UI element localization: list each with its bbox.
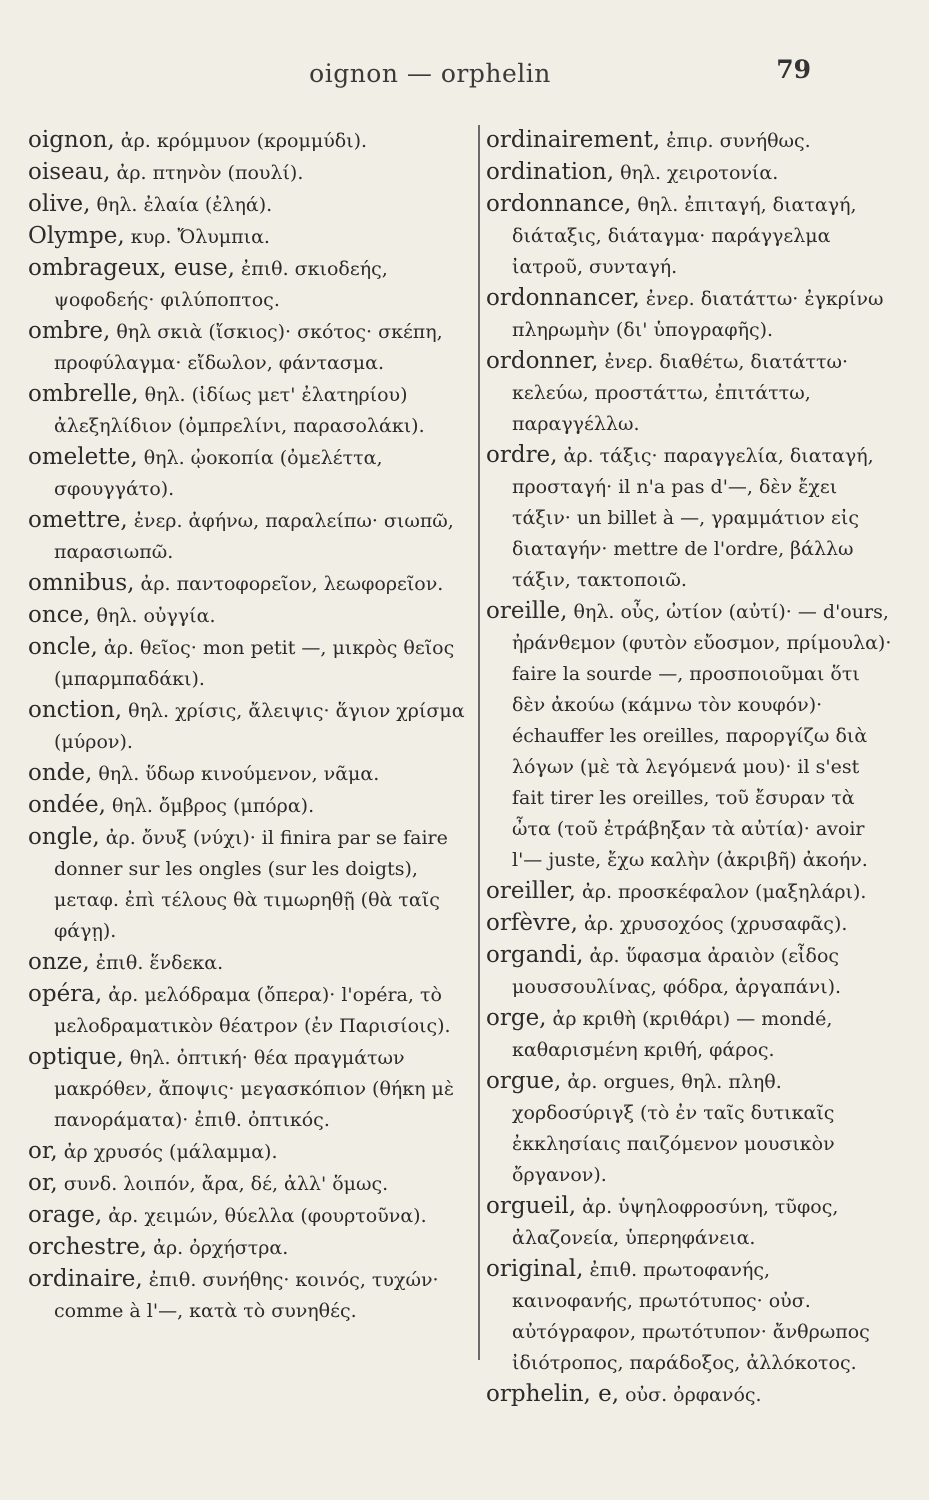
entry-definition: ἀρ. ὀρχήστρα. <box>153 1237 289 1259</box>
entry-headword: omnibus, <box>28 570 135 596</box>
entry-headword: orgueil, <box>486 1193 577 1219</box>
dictionary-entry <box>28 1042 468 1136</box>
entry-definition: ἀρ. ὑψηλοφροσύνη, τῦφος, ἀλαζονεία, ὑπερηφάνεια. <box>512 1196 839 1249</box>
entry-definition: θηλ. ᾠοκοπία (ὀμελέττα, σφουγγάτο). <box>54 447 383 500</box>
entry-headword: ordonner, <box>486 348 599 374</box>
entry-definition: ἀρ. κρόμμυον (κρομμύδι). <box>120 130 368 152</box>
entry-definition: ἀρ κριθὴ (κριθάρι) — mondé, καθαρισμένη κριθή, φάρος. <box>512 1008 833 1061</box>
entry-headword: onde, <box>28 760 93 786</box>
dictionary-entry <box>28 157 468 189</box>
dictionary-entry <box>28 221 468 253</box>
entry-headword: ongle, <box>28 824 100 850</box>
dictionary-entry <box>486 283 894 346</box>
entry-headword: orchestre, <box>28 1234 148 1260</box>
dictionary-entry <box>486 125 894 157</box>
dictionary-entry <box>486 1191 894 1254</box>
entry-headword: onction, <box>28 697 123 723</box>
entry-definition: ἐνερ. διαθέτω, διατάττω· κελεύω, προστάττω, ἐπιτάττω, παραγγέλλω. <box>512 351 849 435</box>
dictionary-entry <box>28 379 468 442</box>
entry-definition: θηλ. ὀπτική· θέα πραγμάτων μακρόθεν, ἄποψις· μεγασκόπιον (θήκη μὲ πανοράματα)· ἐπιθ. ὀπτικός. <box>54 1047 455 1131</box>
dictionary-entry <box>486 189 894 283</box>
dictionary-entry <box>486 908 894 940</box>
entry-definition: ἀρ. ὄνυξ (νύχι)· il finira par se faire donner sur les ongles (sur les doigts), μεταφ. ἐπὶ τέλους θὰ τιμωρηθῇ (θὰ ταῖς φάγῃ). <box>54 827 448 942</box>
dictionary-entry <box>28 632 468 695</box>
dictionary-entry <box>28 758 468 790</box>
dictionary-entry <box>28 316 468 379</box>
entry-definition: ἀρ. παντοφορεῖον, λεωφορεῖον. <box>140 573 444 595</box>
entry-definition: ἀρ χρυσός (μάλαμμα). <box>63 1141 278 1163</box>
left-column <box>28 125 468 1327</box>
entry-headword: original, <box>486 1256 584 1282</box>
entry-definition: ἀρ. μελόδραμα (ὄπερα)· l'opéra, τὸ μελοδραματικὸν θέατρον (ἐν Παρισίοις). <box>54 984 451 1037</box>
entry-definition: ἀρ. χρυσοχόος (χρυσαφᾶς). <box>583 913 848 935</box>
entry-definition: συνδ. λοιπόν, ἄρα, δέ, ἀλλ' ὅμως. <box>63 1173 389 1195</box>
entry-headword: ordinairement, <box>486 127 661 153</box>
entry-definition: ἐνερ. διατάττω· ἐγκρίνω πληρωμὴν (δι' ὑπογραφῆς). <box>512 288 884 341</box>
entry-definition: ἐπιρ. συνήθως. <box>666 130 811 152</box>
entry-headword: omelette, <box>28 444 138 470</box>
entry-headword: orgue, <box>486 1068 562 1094</box>
dictionary-entry <box>486 596 894 876</box>
entry-definition: ἀρ. τάξις· παραγγελία, διαταγή, προσταγή· il n'a pas d'—, δὲν ἔχει τάξιν· un billet à —, γραμμάτιον εἰς διαταγήν· mettre de l'ordre, βάλλω τάξιν, τακτοποιῶ. <box>512 445 874 591</box>
entry-headword: ordonnancer, <box>486 285 640 311</box>
entry-headword: ordonnance, <box>486 191 632 217</box>
dictionary-entry <box>28 1200 468 1232</box>
entry-headword: oreiller, <box>486 878 576 904</box>
dictionary-entry <box>28 822 468 947</box>
entry-definition: ἐπιθ. συνήθης· κοινός, τυχών· comme à l'—, κατὰ τὸ συνηθές. <box>54 1269 439 1322</box>
page-number: 79 <box>776 55 811 84</box>
dictionary-entry <box>28 1168 468 1200</box>
entry-definition: θηλ. (ἰδίως μετ' ἐλατηρίου) ἀλεξηλίδιον (ὀμπρελίνι, παρασολάκι). <box>54 384 425 437</box>
entry-definition: θηλ. ἐλαία (ἐληά). <box>96 194 273 216</box>
entry-headword: omettre, <box>28 507 128 533</box>
entry-definition: ἐπιθ. πρωτοφανής, καινοφανής, πρωτότυπος· οὐσ. αὐτόγραφον, πρωτότυπον· ἄνθρωπος ἰδιότροπος, παράδοξος, ἀλλόκοτος. <box>512 1259 870 1374</box>
entry-definition: ἐπιθ. ἕνδεκα. <box>95 952 224 974</box>
entry-headword: Olympe, <box>28 223 125 249</box>
entry-headword: orage, <box>28 1202 103 1228</box>
entry-definition: ἀρ. προσκέφαλον (μαξηλάρι). <box>581 881 867 903</box>
entry-definition: θηλ. χειροτονία. <box>620 162 779 184</box>
entry-definition: θηλ. χρίσις, ἄλειψις· ἅγιον χρίσμα (μύρον). <box>54 700 465 753</box>
dictionary-entry <box>28 189 468 221</box>
entry-headword: ondée, <box>28 792 106 818</box>
dictionary-entry <box>28 568 468 600</box>
running-head: oignon — orphelin <box>309 59 551 88</box>
dictionary-entry <box>28 1264 468 1327</box>
dictionary-entry <box>28 979 468 1042</box>
entry-headword: ombre, <box>28 318 111 344</box>
entry-definition: ἐπιθ. σκιοδεής, ψοφοδεής· φιλύποπτος. <box>54 258 388 311</box>
entry-headword: organdi, <box>486 942 584 968</box>
dictionary-entry <box>28 947 468 979</box>
entry-headword: ordination, <box>486 159 615 185</box>
dictionary-entry <box>486 1066 894 1191</box>
dictionary-entry <box>28 253 468 316</box>
dictionary-entry <box>486 440 894 596</box>
entry-headword: orfèvre, <box>486 910 578 936</box>
page-header <box>0 55 929 95</box>
dictionary-entry <box>28 600 468 632</box>
dictionary-entry <box>28 505 468 568</box>
entry-definition: κυρ. Ὄλυμπια. <box>130 226 270 248</box>
column-divider <box>478 125 480 1360</box>
entry-headword: or, <box>28 1170 58 1196</box>
dictionary-entry <box>486 1379 894 1411</box>
entry-headword: ombrelle, <box>28 381 139 407</box>
entry-headword: or, <box>28 1138 58 1164</box>
entry-headword: ombrageux, euse, <box>28 255 235 281</box>
entry-definition: θηλ. οὖς, ὠτίον (αὐτί)· — d'ours, ἠράνθεμον (φυτὸν εὔοσμον, πρίμουλα)· faire la sourde —, προσποιοῦμαι ὅτι δὲν ἀκούω (κάμνω τὸν κουφόν)· échauffer les oreilles, παροργίζω διὰ λόγων (μὲ τὰ λεγόμενά μου)· il s'est fait tirer les oreilles, τοῦ ἔσυραν τὰ ὦτα (τοῦ ἐτράβηξαν τὰ αὐτία)· avoir l'— juste, ἔχω καλὴν (ἀκριβῆ) ἀκοήν. <box>512 601 892 871</box>
entry-headword: orphelin, e, <box>486 1381 620 1407</box>
right-column <box>486 125 894 1411</box>
entry-definition: ἐνερ. ἀφήνω, παραλείπω· σιωπῶ, παρασιωπῶ. <box>54 510 454 563</box>
dictionary-entry <box>28 1136 468 1168</box>
entry-headword: onze, <box>28 949 90 975</box>
entry-headword: oreille, <box>486 598 568 624</box>
entry-headword: orge, <box>486 1005 547 1031</box>
entry-headword: oiseau, <box>28 159 111 185</box>
dictionary-entry <box>486 346 894 440</box>
entry-definition: θηλ. οὐγγία. <box>96 605 216 627</box>
entry-headword: ordre, <box>486 442 558 468</box>
entry-headword: oncle, <box>28 634 98 660</box>
entry-definition: θηλ. ὄμβρος (μπόρα). <box>111 795 315 817</box>
dictionary-entry <box>486 157 894 189</box>
entry-definition: ἀρ. orgues, θηλ. πληθ. χορδοσύριγξ (τὸ ἐν ταῖς δυτικαῖς ἐκκλησίαις παιζόμενον μουσικὸν ὄργανον). <box>512 1071 835 1186</box>
entry-headword: opéra, <box>28 981 103 1007</box>
dictionary-entry <box>486 1254 894 1379</box>
entry-headword: once, <box>28 602 91 628</box>
entry-definition: ἀρ. ὕφασμα ἀραιὸν (εἶδος μουσσουλίνας, φόδρα, ἀργαπάνι). <box>512 945 842 998</box>
entry-headword: optique, <box>28 1044 124 1070</box>
dictionary-entry <box>28 790 468 822</box>
entry-headword: olive, <box>28 191 91 217</box>
dictionary-entry <box>486 876 894 908</box>
dictionary-entry <box>486 940 894 1003</box>
dictionary-entry <box>486 1003 894 1066</box>
entry-definition: θηλ. ἐπιταγή, διαταγή, διάταξις, διάταγμα· παράγγελμα ἰατροῦ, συνταγή. <box>512 194 857 278</box>
entry-definition: ἀρ. θεῖος· mon petit —, μικρὸς θεῖος (μπαρμπαδάκι). <box>54 637 455 690</box>
entry-headword: ordinaire, <box>28 1266 143 1292</box>
dictionary-entry <box>28 125 468 157</box>
entry-definition: θηλ. ὕδωρ κινούμενον, νᾶμα. <box>98 763 380 785</box>
dictionary-entry <box>28 1232 468 1264</box>
dictionary-entry <box>28 695 468 758</box>
entry-headword: oignon, <box>28 127 115 153</box>
entry-definition: θηλ σκιὰ (ἴσκιος)· σκότος· σκέπη, προφύλαγμα· εἴδωλον, φάντασμα. <box>54 321 443 374</box>
dictionary-entry <box>28 442 468 505</box>
entry-definition: ἀρ. πτηνὸν (πουλί). <box>116 162 304 184</box>
entry-definition: ἀρ. χειμών, θύελλα (φουρτοῦνα). <box>108 1205 427 1227</box>
entry-definition: οὐσ. ὀρφανός. <box>625 1384 762 1406</box>
